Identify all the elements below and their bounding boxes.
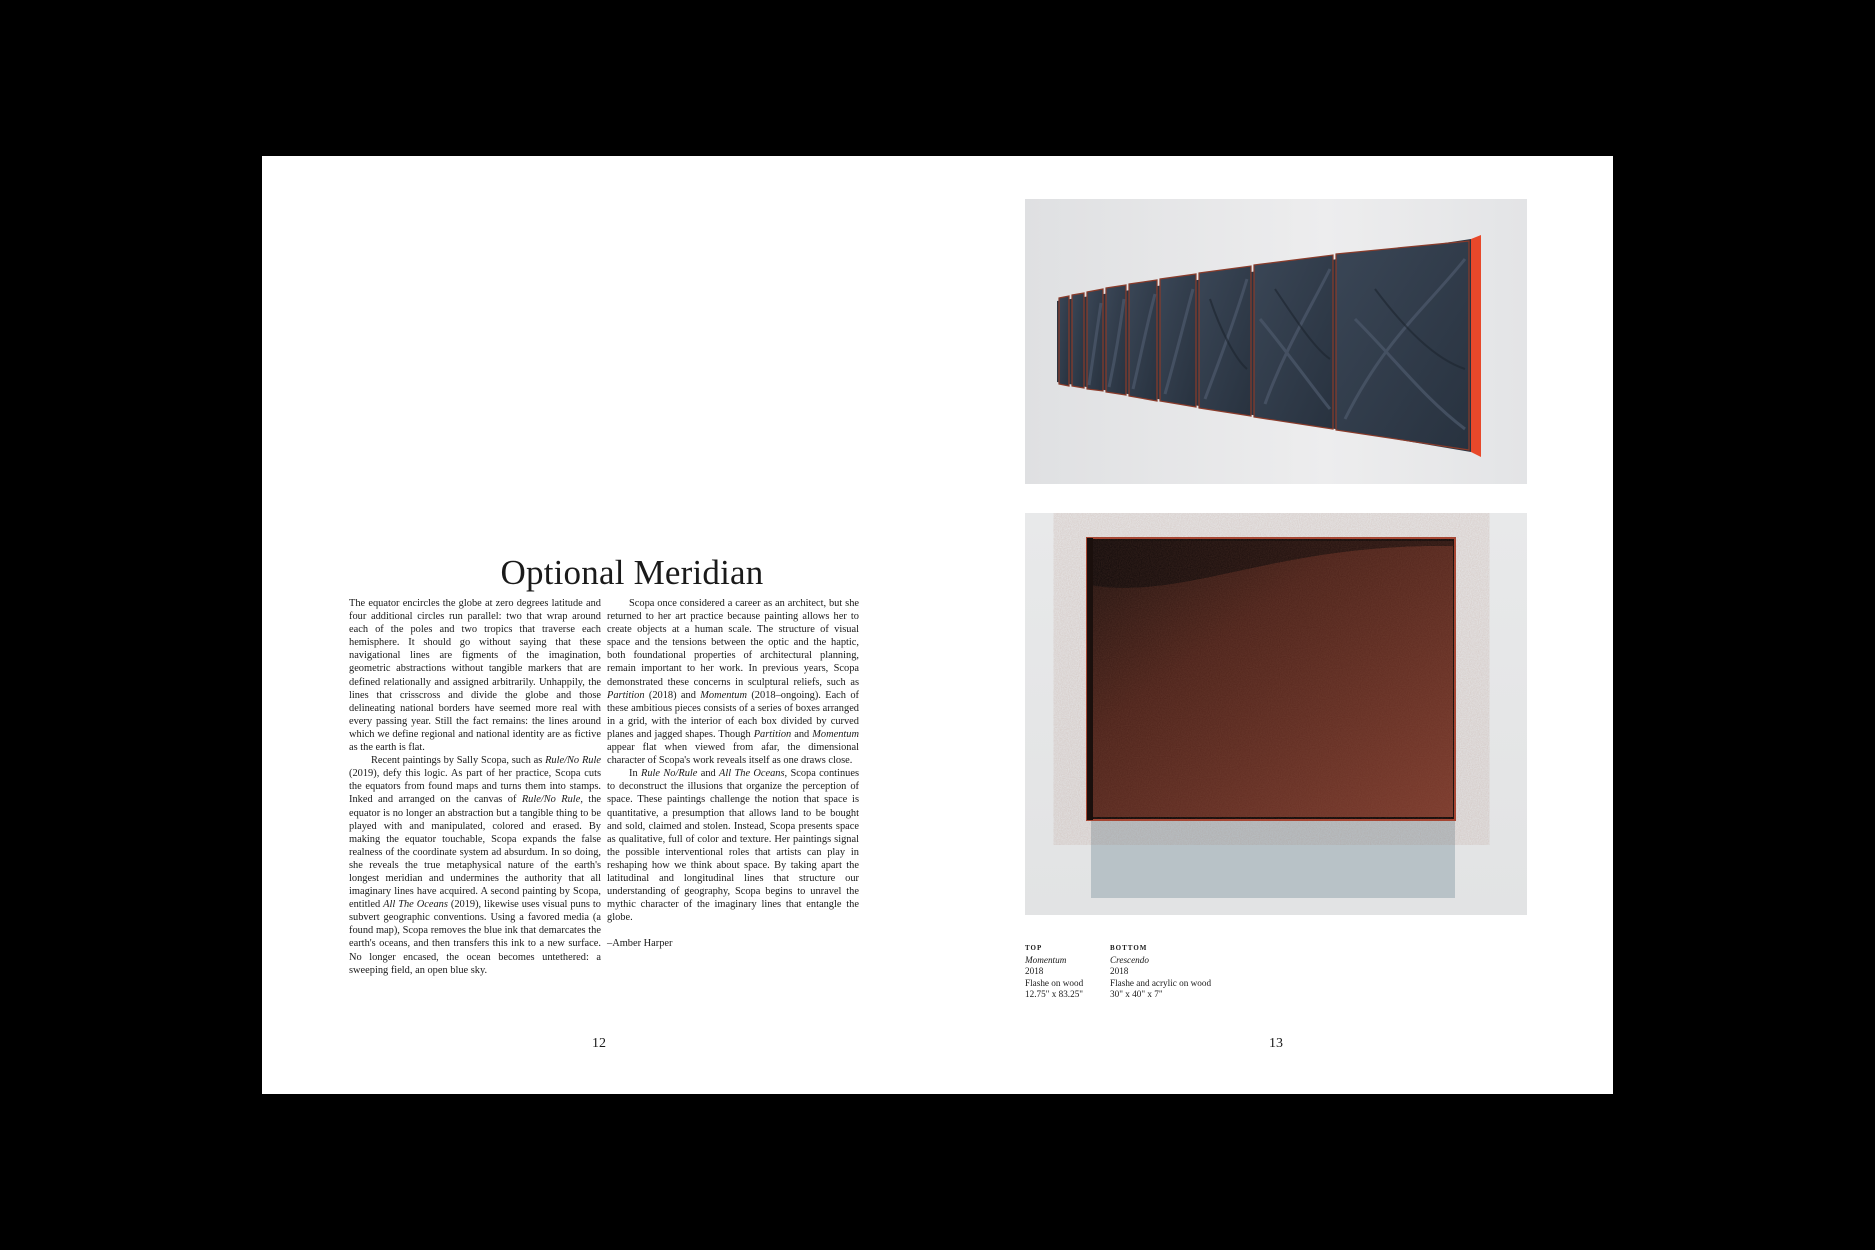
- paragraph: Recent paintings by Sally Scopa, such as Rule/No Rule (2019), defy this logic. As part of her practice, Scopa cuts the equators from found maps and turns them into stamps. Inked and arranged on the canvas of Rule/No Rule, the equator is no longer an abstraction but a tangible thing to be played with and manipulated, colored and erased. By making the equator touchable, Scopa expands the false realness of the coordinate system ad absurdum. In so doing, she reveals the true metaphysical nature of the earth's longest meridian and undermines the authority that all imaginary lines have acquired. A second painting by Scopa, entitled All The Oceans (2019), likewise uses visual puns to subvert geographic conventions. Using a favored media (a found map), Scopa removes the blue ink that demarcates the earth's oceans, and then transfers this ink to a new surface. No longer encased, the ocean becomes untethered: a sweeping field, an open blue sky.: [349, 755, 602, 976]
- text-column-2: [607, 597, 859, 950]
- paragraph: In Rule No/Rule and All The Oceans, Scopa continues to deconstruct the illusions that organize the perception of space. These paintings challenge the notion that space is quantitative, a presumption that allows land to be bought and sold, claimed and stolen. Instead, Scopa presents space as qualitative, full of color and texture. Her paintings signal the possible interventional roles that artists can play in reshaping how we think about space. By taking apart the latitudinal and longitudinal lines that structure our understanding of geography, Scopa begins to unravel the mythic character of the imaginary lines that entangle the globe.: [607, 768, 859, 924]
- text-column-1: [349, 597, 601, 977]
- crescendo-painting-image: [1025, 513, 1527, 915]
- caption-heading: BOTTOM: [1110, 944, 1148, 952]
- artwork-photo-momentum: [1025, 199, 1527, 484]
- paragraph: The equator encircles the globe at zero degrees latitude and four additional circles run parallel: two that wrap around each of the poles and two tropics that traverse each hemisphere. It should go without saying that these navigational lines are figments of the imagination, geometric abstractions without tangible markers that are defined relationally and assigned arbitrarily. Unhappily, the lines that crisscross and divide the globe and those delineating national borders have seemed more real with every passing year. Still the fact remains: the lines around which we define regional and national identity are as fictive as the earth is flat.: [349, 598, 601, 754]
- caption-bottom: [1110, 943, 1211, 1001]
- caption-year: 2018: [1025, 966, 1044, 977]
- caption-medium: Flashe and acrylic on wood: [1110, 977, 1212, 988]
- caption-size: 12.75" x 83.25": [1025, 989, 1084, 1000]
- magazine-spread: [262, 156, 1613, 1094]
- left-page: [262, 156, 938, 1094]
- caption-year: 2018: [1110, 966, 1129, 977]
- author-signature: –Amber Harper: [607, 938, 673, 950]
- caption-top: [1025, 943, 1083, 1001]
- paragraph: Scopa once considered a career as an architect, but she returned to her art practice because painting allows her to create objects at a human scale. The structure of visual space and the tensions between the optic and the haptic, both foundational properties of architectural planning, remain important to her work. In previous years, Scopa demonstrated these concerns in sculptural reliefs, such as Partition (2018) and Momentum (2018–ongoing). Each of these ambitious pieces consists of a series of boxes arranged in a grid, with the interior of each box divided by curved planes and jagged shapes. Though Partition and Momentum appear flat when viewed from afar, the dimensional character of Scopa's work reveals itself as one draws close.: [607, 598, 859, 767]
- page-number-right: 13: [1269, 1036, 1283, 1051]
- caption-title: Crescendo: [1110, 954, 1149, 965]
- momentum-relief-image: [1025, 199, 1527, 484]
- page-number-left: 12: [592, 1036, 606, 1051]
- artwork-photo-crescendo: [1025, 513, 1527, 915]
- caption-heading: TOP: [1025, 944, 1043, 952]
- article-title: Optional Meridian: [500, 553, 764, 593]
- caption-title: Momentum: [1025, 954, 1067, 965]
- caption-size: 30" x 40" x 7": [1110, 989, 1163, 1000]
- caption-medium: Flashe on wood: [1025, 977, 1084, 988]
